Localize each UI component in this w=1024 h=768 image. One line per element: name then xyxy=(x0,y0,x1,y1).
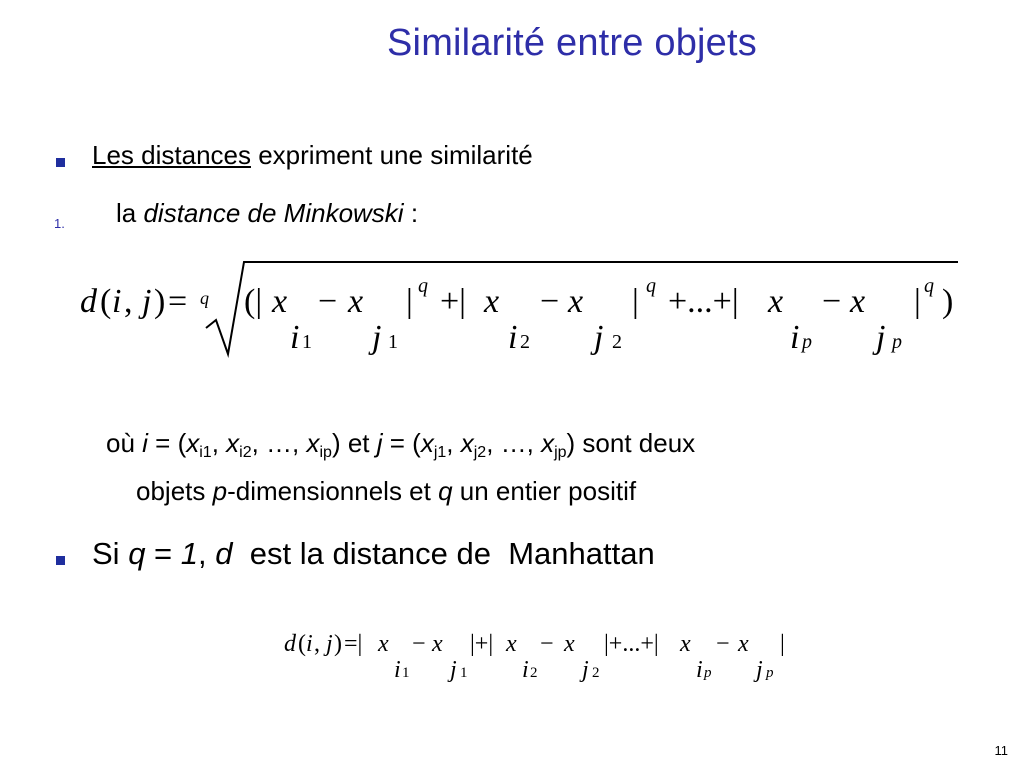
manhattan-formula xyxy=(0,615,1024,695)
list-number: 1. xyxy=(54,216,65,231)
bullet-marker xyxy=(56,556,65,565)
minkowski-label: distance de Minkowski xyxy=(143,198,404,228)
bullet-marker xyxy=(56,158,65,167)
svg-text:+...+|: +...+| xyxy=(668,283,739,320)
page-number: 11 xyxy=(994,743,1008,758)
svg-text:2: 2 xyxy=(592,665,600,681)
svg-text:|: | xyxy=(780,631,785,657)
svg-text:1: 1 xyxy=(302,331,312,353)
svg-text:2: 2 xyxy=(530,665,538,681)
bullet-distances-text: expriment une similarité xyxy=(250,140,533,170)
svg-text:|+|: |+| xyxy=(470,631,494,657)
slide-title: Similarité entre objets xyxy=(387,22,757,64)
svg-text:d: d xyxy=(284,631,296,657)
svg-text:2: 2 xyxy=(612,331,622,353)
svg-text:−: − xyxy=(540,283,560,320)
svg-text:i: i xyxy=(112,283,122,320)
svg-text:i: i xyxy=(790,319,800,356)
minkowski-item: la distance de Minkowski : xyxy=(116,198,419,228)
svg-text:j: j xyxy=(876,319,886,356)
svg-text:(: ( xyxy=(100,283,112,320)
svg-text:|: | xyxy=(632,283,639,320)
svg-text:q: q xyxy=(646,275,656,297)
svg-text:): ) xyxy=(334,631,342,657)
svg-text:i: i xyxy=(394,657,401,683)
svg-text:x: x xyxy=(506,631,517,657)
svg-text:x: x xyxy=(432,631,443,657)
svg-text:x: x xyxy=(568,283,584,320)
svg-text:x: x xyxy=(348,283,364,320)
svg-text:−: − xyxy=(318,283,338,320)
svg-text:1: 1 xyxy=(388,331,398,353)
svg-text:x: x xyxy=(484,283,500,320)
svg-text:i: i xyxy=(696,657,703,683)
svg-text:1: 1 xyxy=(402,665,410,681)
svg-text:q: q xyxy=(418,275,428,297)
svg-text:(: ( xyxy=(298,631,306,657)
svg-text:(|: (| xyxy=(244,283,263,320)
svg-text:j: j xyxy=(450,657,457,683)
svg-text:i: i xyxy=(508,319,518,356)
svg-text:2: 2 xyxy=(520,331,530,353)
svg-text:x: x xyxy=(378,631,389,657)
svg-text:p: p xyxy=(704,665,712,681)
svg-text:|: | xyxy=(406,283,413,320)
svg-text:=|: =| xyxy=(344,631,363,657)
distances-link[interactable]: Les distances xyxy=(92,140,251,170)
definition-line-2: objets p-dimensionnels et q un entier positif xyxy=(136,476,637,506)
bullet-manhattan: Si q = 1, d est la distance de Manhattan xyxy=(92,536,655,571)
svg-text:,: , xyxy=(124,283,133,320)
svg-text:i: i xyxy=(290,319,300,356)
svg-text:q: q xyxy=(200,288,209,308)
svg-text:−: − xyxy=(716,631,730,657)
svg-text:p: p xyxy=(892,331,902,353)
svg-text:x: x xyxy=(768,283,784,320)
svg-text:x: x xyxy=(850,283,866,320)
svg-text:j: j xyxy=(756,657,763,683)
svg-text:x: x xyxy=(680,631,691,657)
svg-text:−: − xyxy=(412,631,426,657)
svg-text:): ) xyxy=(942,283,954,320)
svg-text:p: p xyxy=(766,665,774,681)
svg-text:+|: +| xyxy=(440,283,466,320)
svg-text:j: j xyxy=(326,631,333,657)
svg-text:x: x xyxy=(272,283,288,320)
svg-text:d: d xyxy=(80,283,97,320)
svg-text:j: j xyxy=(582,657,589,683)
svg-text:−: − xyxy=(540,631,554,657)
svg-text:|: | xyxy=(914,283,921,320)
svg-text:1: 1 xyxy=(460,665,468,681)
svg-text:j: j xyxy=(372,319,382,356)
svg-text:i: i xyxy=(306,631,313,657)
svg-text:−: − xyxy=(822,283,842,320)
bullet-distances xyxy=(92,140,533,171)
svg-text:): ) xyxy=(154,283,166,320)
svg-text:p: p xyxy=(802,331,812,353)
svg-text:|+...+|: |+...+| xyxy=(604,631,659,657)
definition-line-1: où $i = (x_{i1}$, $x_{i2}$, …, $x_{ip}$) et $j = (x_{j1}$, $x_{j2}$, …, $x_{jp}$) sont deux xyxy=(106,428,696,461)
svg-text:,: , xyxy=(314,631,320,657)
svg-text:j: j xyxy=(594,319,604,356)
svg-text:x: x xyxy=(738,631,749,657)
svg-text:x: x xyxy=(564,631,575,657)
svg-text:i: i xyxy=(522,657,529,683)
minkowski-formula xyxy=(0,250,1024,360)
svg-text:q: q xyxy=(924,275,934,297)
svg-text:j: j xyxy=(142,283,152,320)
svg-text:=: = xyxy=(168,283,188,320)
